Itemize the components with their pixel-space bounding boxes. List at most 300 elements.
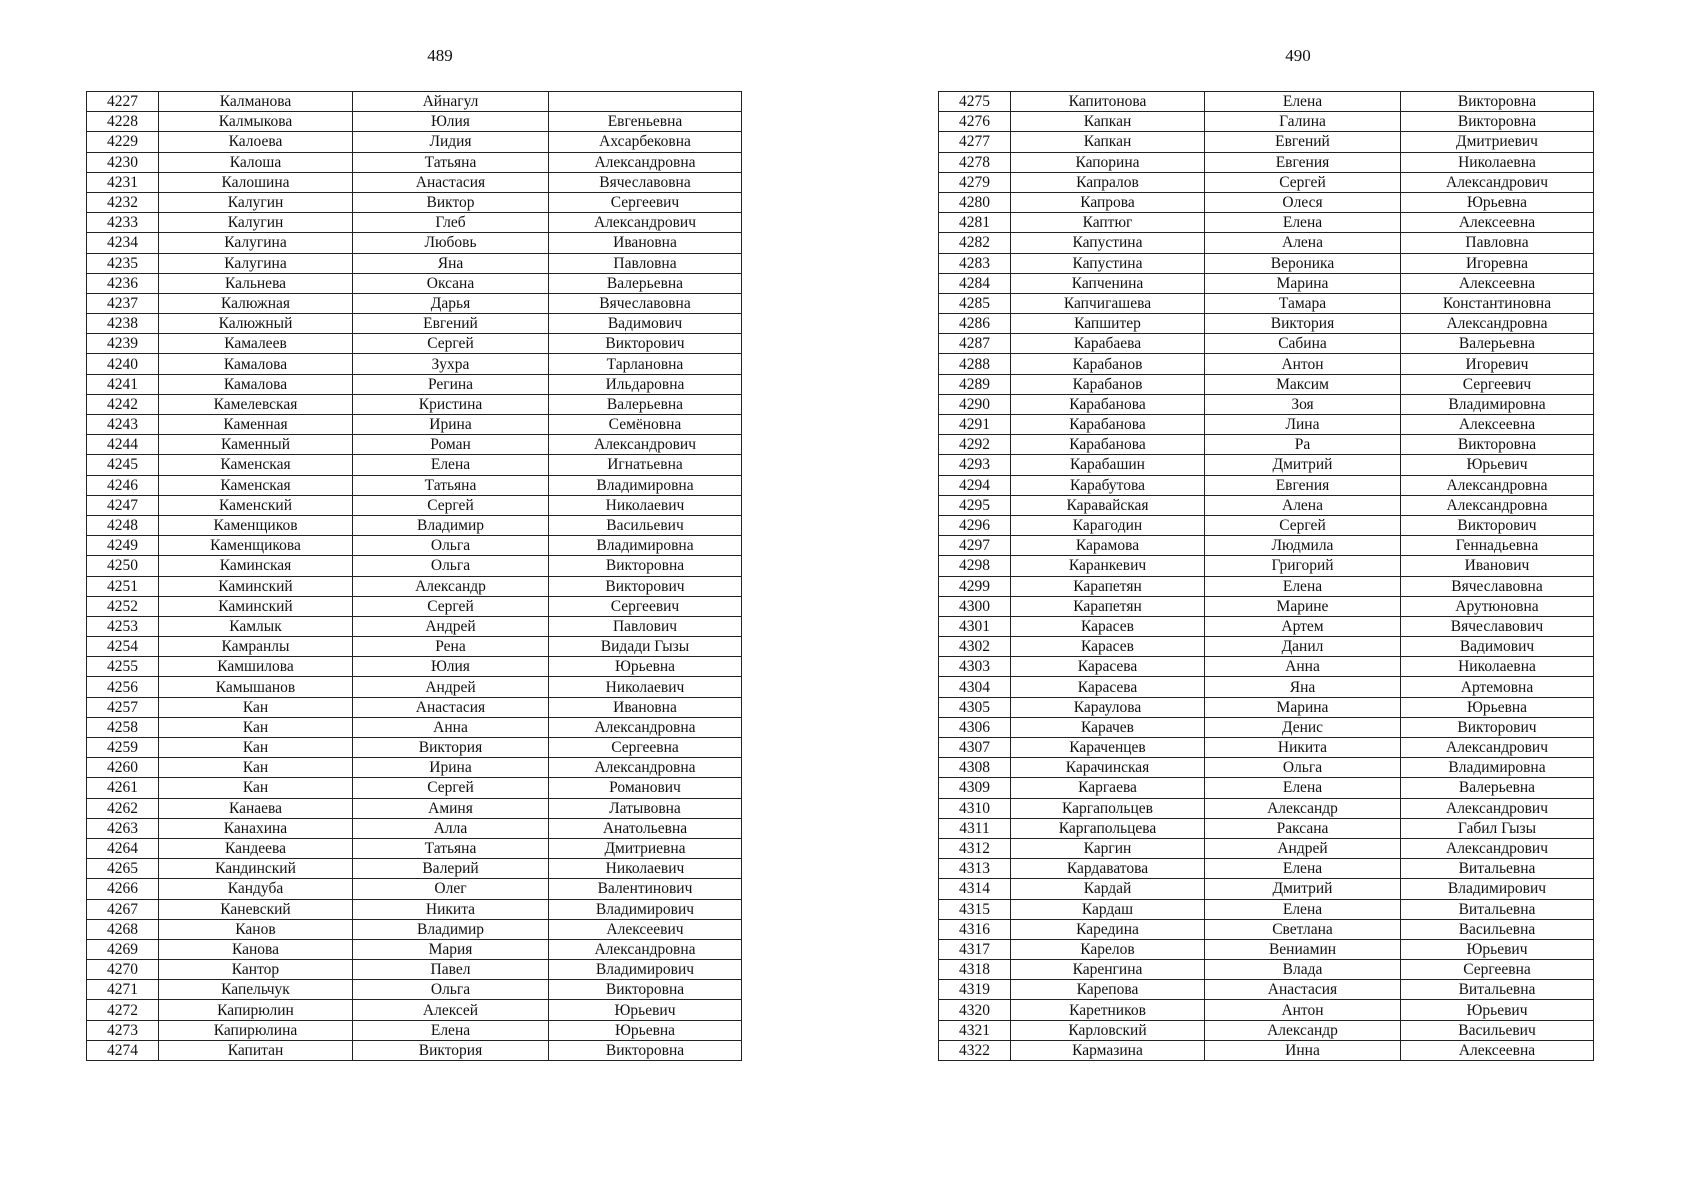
row-number-cell: 4316 [939, 919, 1011, 939]
table-row [939, 92, 1594, 112]
last-name-cell: Капустина [1011, 253, 1205, 273]
first-name-cell: Олег [353, 879, 549, 899]
first-name-cell: Юлия [353, 657, 549, 677]
row-number-cell: 4280 [939, 192, 1011, 212]
last-name-cell: Калугин [159, 213, 353, 233]
row-number-cell: 4301 [939, 616, 1011, 636]
last-name-cell: Караченцев [1011, 738, 1205, 758]
row-number-cell: 4254 [87, 637, 159, 657]
row-number-cell: 4291 [939, 415, 1011, 435]
last-name-cell: Кармазина [1011, 1040, 1205, 1060]
first-name-cell: Татьяна [353, 838, 549, 858]
first-name-cell: Галина [1205, 112, 1401, 132]
table-row [87, 637, 742, 657]
patronymic-cell: Витальевна [1401, 899, 1594, 919]
last-name-cell: Карабутова [1011, 475, 1205, 495]
first-name-cell: Светлана [1205, 919, 1401, 939]
table-row [87, 1040, 742, 1060]
table-row [87, 960, 742, 980]
first-name-cell: Антон [1205, 1000, 1401, 1020]
last-name-cell: Капрова [1011, 192, 1205, 212]
first-name-cell: Владимир [353, 919, 549, 939]
table-row [939, 798, 1594, 818]
patronymic-cell: Владимировна [549, 475, 742, 495]
patronymic-cell: Александровна [549, 152, 742, 172]
table-row [87, 576, 742, 596]
last-name-cell: Капустина [1011, 233, 1205, 253]
table-row [939, 657, 1594, 677]
row-number-cell: 4284 [939, 273, 1011, 293]
row-number-cell: 4237 [87, 293, 159, 313]
patronymic-cell: Алексеевич [549, 919, 742, 939]
table-row [939, 838, 1594, 858]
patronymic-cell: Валерьевна [1401, 778, 1594, 798]
first-name-cell: Антон [1205, 354, 1401, 374]
patronymic-cell: Николаевич [549, 677, 742, 697]
table-row [939, 253, 1594, 273]
table-row [939, 293, 1594, 313]
first-name-cell: Ирина [353, 758, 549, 778]
last-name-cell: Калошина [159, 172, 353, 192]
patronymic-cell: Александровна [1401, 475, 1594, 495]
table-row [87, 192, 742, 212]
patronymic-cell: Юрьевна [549, 1020, 742, 1040]
last-name-cell: Каредина [1011, 919, 1205, 939]
last-name-cell: Кардай [1011, 879, 1205, 899]
patronymic-cell: Вадимович [549, 314, 742, 334]
first-name-cell: Александр [353, 576, 549, 596]
row-number-cell: 4274 [87, 1040, 159, 1060]
last-name-cell: Карасев [1011, 637, 1205, 657]
row-number-cell: 4322 [939, 1040, 1011, 1060]
patronymic-cell [549, 92, 742, 112]
patronymic-cell: Тарлановна [549, 354, 742, 374]
page-number: 490 [1285, 46, 1311, 65]
name-table [938, 91, 1594, 1061]
first-name-cell: Юлия [353, 112, 549, 132]
table-row [87, 334, 742, 354]
first-name-cell: Елена [1205, 899, 1401, 919]
first-name-cell: Зоя [1205, 394, 1401, 414]
patronymic-cell: Юрьевич [1401, 1000, 1594, 1020]
first-name-cell: Павел [353, 960, 549, 980]
last-name-cell: Каменская [159, 455, 353, 475]
table-row [87, 616, 742, 636]
last-name-cell: Кардаватова [1011, 859, 1205, 879]
last-name-cell: Калугин [159, 192, 353, 212]
table-row [87, 536, 742, 556]
table-row [87, 213, 742, 233]
row-number-cell: 4299 [939, 576, 1011, 596]
patronymic-cell: Ивановна [549, 233, 742, 253]
patronymic-cell: Николаевна [1401, 152, 1594, 172]
patronymic-cell: Николаевич [549, 859, 742, 879]
table-row [939, 616, 1594, 636]
first-name-cell: Григорий [1205, 556, 1401, 576]
row-number-cell: 4265 [87, 859, 159, 879]
first-name-cell: Александр [1205, 798, 1401, 818]
row-number-cell: 4227 [87, 92, 159, 112]
patronymic-cell: Николаевич [549, 495, 742, 515]
last-name-cell: Каптюг [1011, 213, 1205, 233]
row-number-cell: 4275 [939, 92, 1011, 112]
row-number-cell: 4318 [939, 960, 1011, 980]
table-row [87, 415, 742, 435]
table-row [939, 455, 1594, 475]
first-name-cell: Вероника [1205, 253, 1401, 273]
last-name-cell: Кан [159, 758, 353, 778]
last-name-cell: Каргаева [1011, 778, 1205, 798]
row-number-cell: 4273 [87, 1020, 159, 1040]
table-row [87, 253, 742, 273]
first-name-cell: Алена [1205, 495, 1401, 515]
first-name-cell: Анастасия [353, 172, 549, 192]
last-name-cell: Кальнева [159, 273, 353, 293]
patronymic-cell: Алексеевна [1401, 415, 1594, 435]
patronymic-cell: Романович [549, 778, 742, 798]
row-number-cell: 4246 [87, 475, 159, 495]
first-name-cell: Владимир [353, 515, 549, 535]
patronymic-cell: Викторовна [1401, 435, 1594, 455]
patronymic-cell: Вадимович [1401, 637, 1594, 657]
row-number-cell: 4229 [87, 132, 159, 152]
table-row [87, 859, 742, 879]
row-number-cell: 4245 [87, 455, 159, 475]
last-name-cell: Камалова [159, 374, 353, 394]
row-number-cell: 4266 [87, 879, 159, 899]
first-name-cell: Оксана [353, 273, 549, 293]
row-number-cell: 4321 [939, 1020, 1011, 1040]
first-name-cell: Анастасия [1205, 980, 1401, 1000]
first-name-cell: Сергей [353, 778, 549, 798]
table-row [87, 455, 742, 475]
table-row [87, 980, 742, 1000]
row-number-cell: 4310 [939, 798, 1011, 818]
first-name-cell: Дарья [353, 293, 549, 313]
first-name-cell: Алена [1205, 233, 1401, 253]
last-name-cell: Карабанов [1011, 354, 1205, 374]
table-row [87, 374, 742, 394]
table-row [939, 475, 1594, 495]
patronymic-cell: Юрьевич [1401, 939, 1594, 959]
first-name-cell: Кристина [353, 394, 549, 414]
table-row [87, 1020, 742, 1040]
last-name-cell: Караулова [1011, 697, 1205, 717]
patronymic-cell: Габил Гызы [1401, 818, 1594, 838]
row-number-cell: 4251 [87, 576, 159, 596]
table-row [939, 536, 1594, 556]
last-name-cell: Кандинский [159, 859, 353, 879]
patronymic-cell: Валентинович [549, 879, 742, 899]
table-row [939, 233, 1594, 253]
row-number-cell: 4238 [87, 314, 159, 334]
patronymic-cell: Латывовна [549, 798, 742, 818]
table-row [939, 879, 1594, 899]
last-name-cell: Карагодин [1011, 515, 1205, 535]
first-name-cell: Сергей [353, 596, 549, 616]
last-name-cell: Камалеев [159, 334, 353, 354]
row-number-cell: 4308 [939, 758, 1011, 778]
patronymic-cell: Юрьевич [549, 1000, 742, 1020]
last-name-cell: Карабанова [1011, 415, 1205, 435]
first-name-cell: Елена [1205, 859, 1401, 879]
last-name-cell: Канаева [159, 798, 353, 818]
last-name-cell: Каренгина [1011, 960, 1205, 980]
last-name-cell: Калоева [159, 132, 353, 152]
last-name-cell: Каменщикова [159, 536, 353, 556]
first-name-cell: Анна [1205, 657, 1401, 677]
patronymic-cell: Витальевна [1401, 980, 1594, 1000]
first-name-cell: Яна [1205, 677, 1401, 697]
row-number-cell: 4309 [939, 778, 1011, 798]
last-name-cell: Кан [159, 738, 353, 758]
table-row [87, 495, 742, 515]
first-name-cell: Айнагул [353, 92, 549, 112]
row-number-cell: 4241 [87, 374, 159, 394]
table-row [939, 576, 1594, 596]
first-name-cell: Максим [1205, 374, 1401, 394]
last-name-cell: Каменная [159, 415, 353, 435]
row-number-cell: 4305 [939, 697, 1011, 717]
table-row [939, 435, 1594, 455]
patronymic-cell: Сергеевна [1401, 960, 1594, 980]
patronymic-cell: Сергеевна [549, 738, 742, 758]
last-name-cell: Калугина [159, 253, 353, 273]
last-name-cell: Камлык [159, 616, 353, 636]
patronymic-cell: Вячеславовна [549, 172, 742, 192]
first-name-cell: Андрей [353, 616, 549, 636]
table-row [87, 1000, 742, 1020]
first-name-cell: Марине [1205, 596, 1401, 616]
row-number-cell: 4259 [87, 738, 159, 758]
patronymic-cell: Дмитриевна [549, 838, 742, 858]
first-name-cell: Елена [1205, 92, 1401, 112]
row-number-cell: 4288 [939, 354, 1011, 374]
first-name-cell: Андрей [353, 677, 549, 697]
patronymic-cell: Валерьевна [549, 273, 742, 293]
patronymic-cell: Ильдаровна [549, 374, 742, 394]
patronymic-cell: Александрович [1401, 838, 1594, 858]
table-row [939, 152, 1594, 172]
first-name-cell: Никита [353, 899, 549, 919]
table-row [939, 374, 1594, 394]
row-number-cell: 4297 [939, 536, 1011, 556]
row-number-cell: 4307 [939, 738, 1011, 758]
table-row [87, 354, 742, 374]
patronymic-cell: Артемовна [1401, 677, 1594, 697]
last-name-cell: Кан [159, 717, 353, 737]
patronymic-cell: Викторовна [549, 980, 742, 1000]
last-name-cell: Кардаш [1011, 899, 1205, 919]
row-number-cell: 4306 [939, 717, 1011, 737]
table-row [939, 596, 1594, 616]
row-number-cell: 4298 [939, 556, 1011, 576]
row-number-cell: 4319 [939, 980, 1011, 1000]
row-number-cell: 4294 [939, 475, 1011, 495]
page-right [938, 0, 1658, 1200]
row-number-cell: 4303 [939, 657, 1011, 677]
first-name-cell: Евгений [353, 314, 549, 334]
first-name-cell: Влада [1205, 960, 1401, 980]
first-name-cell: Лидия [353, 132, 549, 152]
patronymic-cell: Александровна [549, 758, 742, 778]
row-number-cell: 4250 [87, 556, 159, 576]
first-name-cell: Марина [1205, 697, 1401, 717]
first-name-cell: Ольга [353, 536, 549, 556]
table-row [939, 1020, 1594, 1040]
table-row [87, 314, 742, 334]
patronymic-cell: Константиновна [1401, 293, 1594, 313]
patronymic-cell: Викторович [549, 334, 742, 354]
last-name-cell: Кан [159, 697, 353, 717]
table-row [939, 515, 1594, 535]
last-name-cell: Капченина [1011, 273, 1205, 293]
row-number-cell: 4277 [939, 132, 1011, 152]
patronymic-cell: Витальевна [1401, 859, 1594, 879]
patronymic-cell: Васильевич [549, 515, 742, 535]
table-row [939, 1040, 1594, 1060]
last-name-cell: Капирюлин [159, 1000, 353, 1020]
table-row [939, 1000, 1594, 1020]
table-row [87, 838, 742, 858]
table-row [939, 980, 1594, 1000]
row-number-cell: 4314 [939, 879, 1011, 899]
patronymic-cell: Владимирович [1401, 879, 1594, 899]
patronymic-cell: Игоревич [1401, 354, 1594, 374]
row-number-cell: 4293 [939, 455, 1011, 475]
patronymic-cell: Юрьевна [1401, 192, 1594, 212]
last-name-cell: Капчигашева [1011, 293, 1205, 313]
first-name-cell: Лина [1205, 415, 1401, 435]
row-number-cell: 4315 [939, 899, 1011, 919]
patronymic-cell: Владимировна [1401, 394, 1594, 414]
last-name-cell: Каменный [159, 435, 353, 455]
patronymic-cell: Семёновна [549, 415, 742, 435]
row-number-cell: 4232 [87, 192, 159, 212]
patronymic-cell: Васильевич [1401, 1020, 1594, 1040]
patronymic-cell: Геннадьевна [1401, 536, 1594, 556]
table-row [87, 293, 742, 313]
row-number-cell: 4253 [87, 616, 159, 636]
last-name-cell: Каменщиков [159, 515, 353, 535]
first-name-cell: Вениамин [1205, 939, 1401, 959]
table-row [939, 778, 1594, 798]
first-name-cell: Александр [1205, 1020, 1401, 1040]
patronymic-cell: Игоревна [1401, 253, 1594, 273]
last-name-cell: Каминский [159, 596, 353, 616]
first-name-cell: Тамара [1205, 293, 1401, 313]
patronymic-cell: Алексеевна [1401, 1040, 1594, 1060]
table-row [87, 717, 742, 737]
first-name-cell: Ирина [353, 415, 549, 435]
row-number-cell: 4228 [87, 112, 159, 132]
table-row [939, 132, 1594, 152]
table-row [939, 939, 1594, 959]
row-number-cell: 4317 [939, 939, 1011, 959]
table-row [87, 435, 742, 455]
first-name-cell: Мария [353, 939, 549, 959]
first-name-cell: Сергей [1205, 172, 1401, 192]
patronymic-cell: Владимирович [549, 960, 742, 980]
first-name-cell: Марина [1205, 273, 1401, 293]
table-row [87, 394, 742, 414]
table-row [939, 677, 1594, 697]
last-name-cell: Каменская [159, 475, 353, 495]
row-number-cell: 4249 [87, 536, 159, 556]
table-row [939, 354, 1594, 374]
patronymic-cell: Александровна [1401, 314, 1594, 334]
row-number-cell: 4300 [939, 596, 1011, 616]
last-name-cell: Кантор [159, 960, 353, 980]
page-left [80, 0, 800, 1200]
row-number-cell: 4292 [939, 435, 1011, 455]
table-row [939, 738, 1594, 758]
last-name-cell: Кандуба [159, 879, 353, 899]
last-name-cell: Карапетян [1011, 576, 1205, 596]
last-name-cell: Камышанов [159, 677, 353, 697]
last-name-cell: Канова [159, 939, 353, 959]
row-number-cell: 4260 [87, 758, 159, 778]
row-number-cell: 4320 [939, 1000, 1011, 1020]
row-number-cell: 4261 [87, 778, 159, 798]
table-row [87, 172, 742, 192]
row-number-cell: 4287 [939, 334, 1011, 354]
row-number-cell: 4279 [939, 172, 1011, 192]
row-number-cell: 4296 [939, 515, 1011, 535]
first-name-cell: Елена [1205, 213, 1401, 233]
row-number-cell: 4233 [87, 213, 159, 233]
table-row [939, 415, 1594, 435]
table-row [87, 697, 742, 717]
last-name-cell: Каргин [1011, 838, 1205, 858]
first-name-cell: Сергей [1205, 515, 1401, 535]
table-row [87, 939, 742, 959]
patronymic-cell: Павлович [549, 616, 742, 636]
patronymic-cell: Анатольевна [549, 818, 742, 838]
first-name-cell: Татьяна [353, 152, 549, 172]
first-name-cell: Дмитрий [1205, 879, 1401, 899]
patronymic-cell: Викторовна [549, 1040, 742, 1060]
row-number-cell: 4313 [939, 859, 1011, 879]
row-number-cell: 4276 [939, 112, 1011, 132]
table-row [87, 233, 742, 253]
last-name-cell: Калюжная [159, 293, 353, 313]
last-name-cell: Калмыкова [159, 112, 353, 132]
row-number-cell: 4235 [87, 253, 159, 273]
last-name-cell: Капкан [1011, 112, 1205, 132]
table-row [87, 596, 742, 616]
last-name-cell: Канов [159, 919, 353, 939]
patronymic-cell: Владимировна [1401, 758, 1594, 778]
last-name-cell: Карепова [1011, 980, 1205, 1000]
last-name-cell: Карабашин [1011, 455, 1205, 475]
patronymic-cell: Видади Гызы [549, 637, 742, 657]
row-number-cell: 4311 [939, 818, 1011, 838]
first-name-cell: Глеб [353, 213, 549, 233]
row-number-cell: 4257 [87, 697, 159, 717]
first-name-cell: Ра [1205, 435, 1401, 455]
first-name-cell: Раксана [1205, 818, 1401, 838]
last-name-cell: Калоша [159, 152, 353, 172]
first-name-cell: Никита [1205, 738, 1401, 758]
row-number-cell: 4312 [939, 838, 1011, 858]
patronymic-cell: Александрович [1401, 172, 1594, 192]
last-name-cell: Камранлы [159, 637, 353, 657]
last-name-cell: Каранкевич [1011, 556, 1205, 576]
row-number-cell: 4281 [939, 213, 1011, 233]
row-number-cell: 4295 [939, 495, 1011, 515]
row-number-cell: 4247 [87, 495, 159, 515]
